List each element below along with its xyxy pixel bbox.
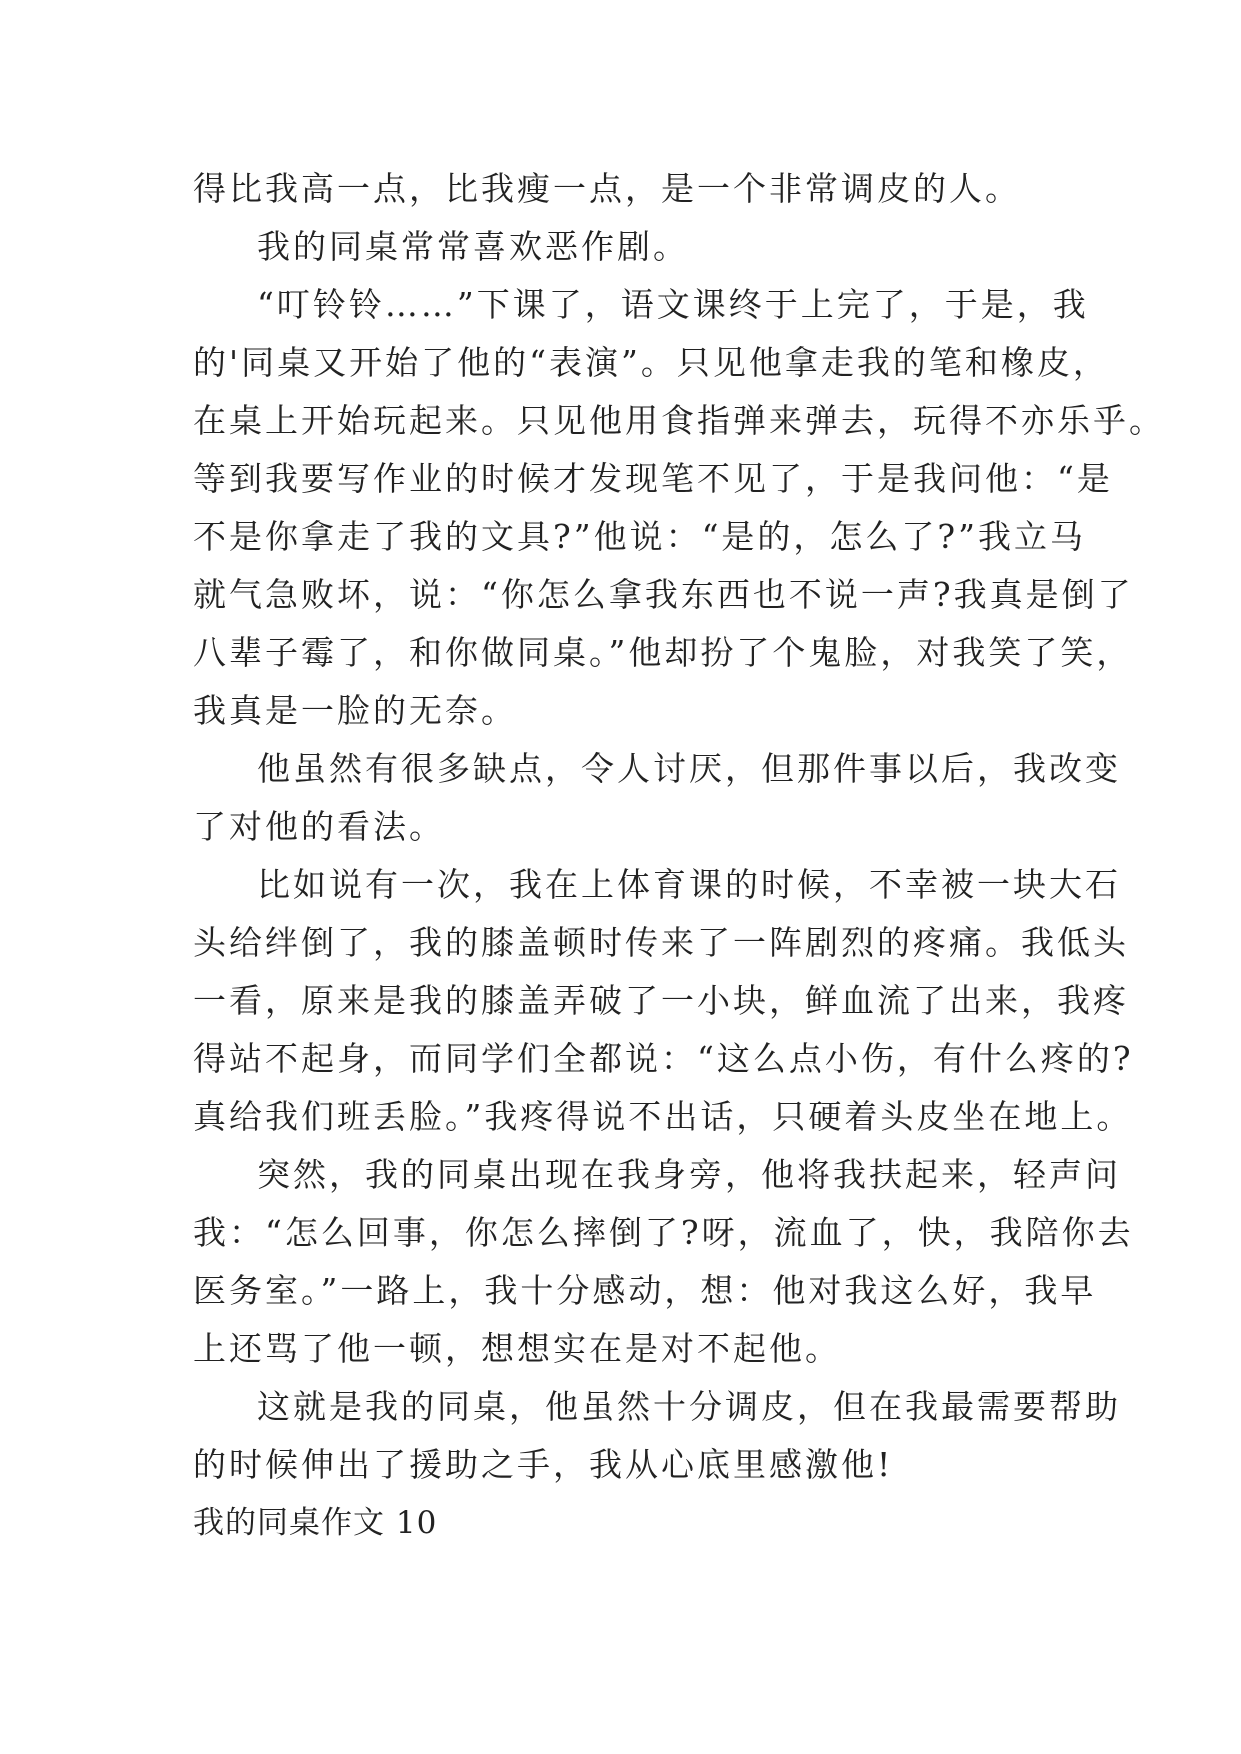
paragraph-start: 这就是我的同桌，他虽然十分调皮，但在我最需要帮助 (257, 1387, 1121, 1426)
text-line: 真给我们班丢脸。”我疼得说不出话，只硬着头皮坐在地上。 (193, 1097, 1133, 1136)
text-line: 头给绊倒了，我的膝盖顿时传来了一阵剧烈的疼痛。我低头 (193, 923, 1129, 962)
text-line: 一看，原来是我的膝盖弄破了一小块，鲜血流了出来，我疼 (193, 981, 1129, 1020)
text-line: 就气急败坏，说：“你怎么拿我东西也不说一声?我真是倒了 (193, 575, 1134, 614)
text-line: 的'同桌又开始了他的“表演”。只见他拿走我的笔和橡皮， (193, 343, 1109, 382)
text-line: 我真是一脸的无奈。 (193, 691, 517, 730)
text-line: 的时候伸出了援助之手，我从心底里感激他! (193, 1445, 894, 1484)
text-line: 医务室。”一路上，我十分感动，想：他对我这么好，我早 (193, 1271, 1097, 1310)
text-line: 我：“怎么回事，你怎么摔倒了?呀，流血了，快，我陪你去 (193, 1213, 1134, 1252)
text-line: 得比我高一点，比我瘦一点，是一个非常调皮的人。 (193, 169, 1021, 208)
text-line: 不是你拿走了我的文具?”他说：“是的，怎么了?”我立马 (193, 517, 1086, 556)
text-line: 在桌上开始玩起来。只见他用食指弹来弹去，玩得不亦乐乎。 (193, 401, 1165, 440)
text-line: 得站不起身，而同学们全都说：“这么点小伤，有什么疼的? (193, 1039, 1134, 1078)
text-line: 等到我要写作业的时候才发现笔不见了，于是我问他：“是 (193, 459, 1113, 498)
text-line: 了对他的看法。 (193, 807, 445, 846)
text-line: 八辈子霉了，和你做同桌。”他却扮了个鬼脸，对我笑了笑， (193, 633, 1133, 672)
paragraph-start: 他虽然有很多缺点，令人讨厌，但那件事以后，我改变 (257, 749, 1121, 788)
paragraph-start: 比如说有一次，我在上体育课的时候，不幸被一块大石 (257, 865, 1121, 904)
paragraph-start: “叮铃铃……”下课了，语文课终于上完了，于是，我 (257, 285, 1089, 324)
paragraph-start: 突然，我的同桌出现在我身旁，他将我扶起来，轻声问 (257, 1155, 1121, 1194)
text-line: 上还骂了他一顿，想想实在是对不起他。 (193, 1329, 841, 1368)
section-heading: 我的同桌作文 10 (193, 1505, 438, 1541)
paragraph-start: 我的同桌常常喜欢恶作剧。 (257, 227, 689, 266)
